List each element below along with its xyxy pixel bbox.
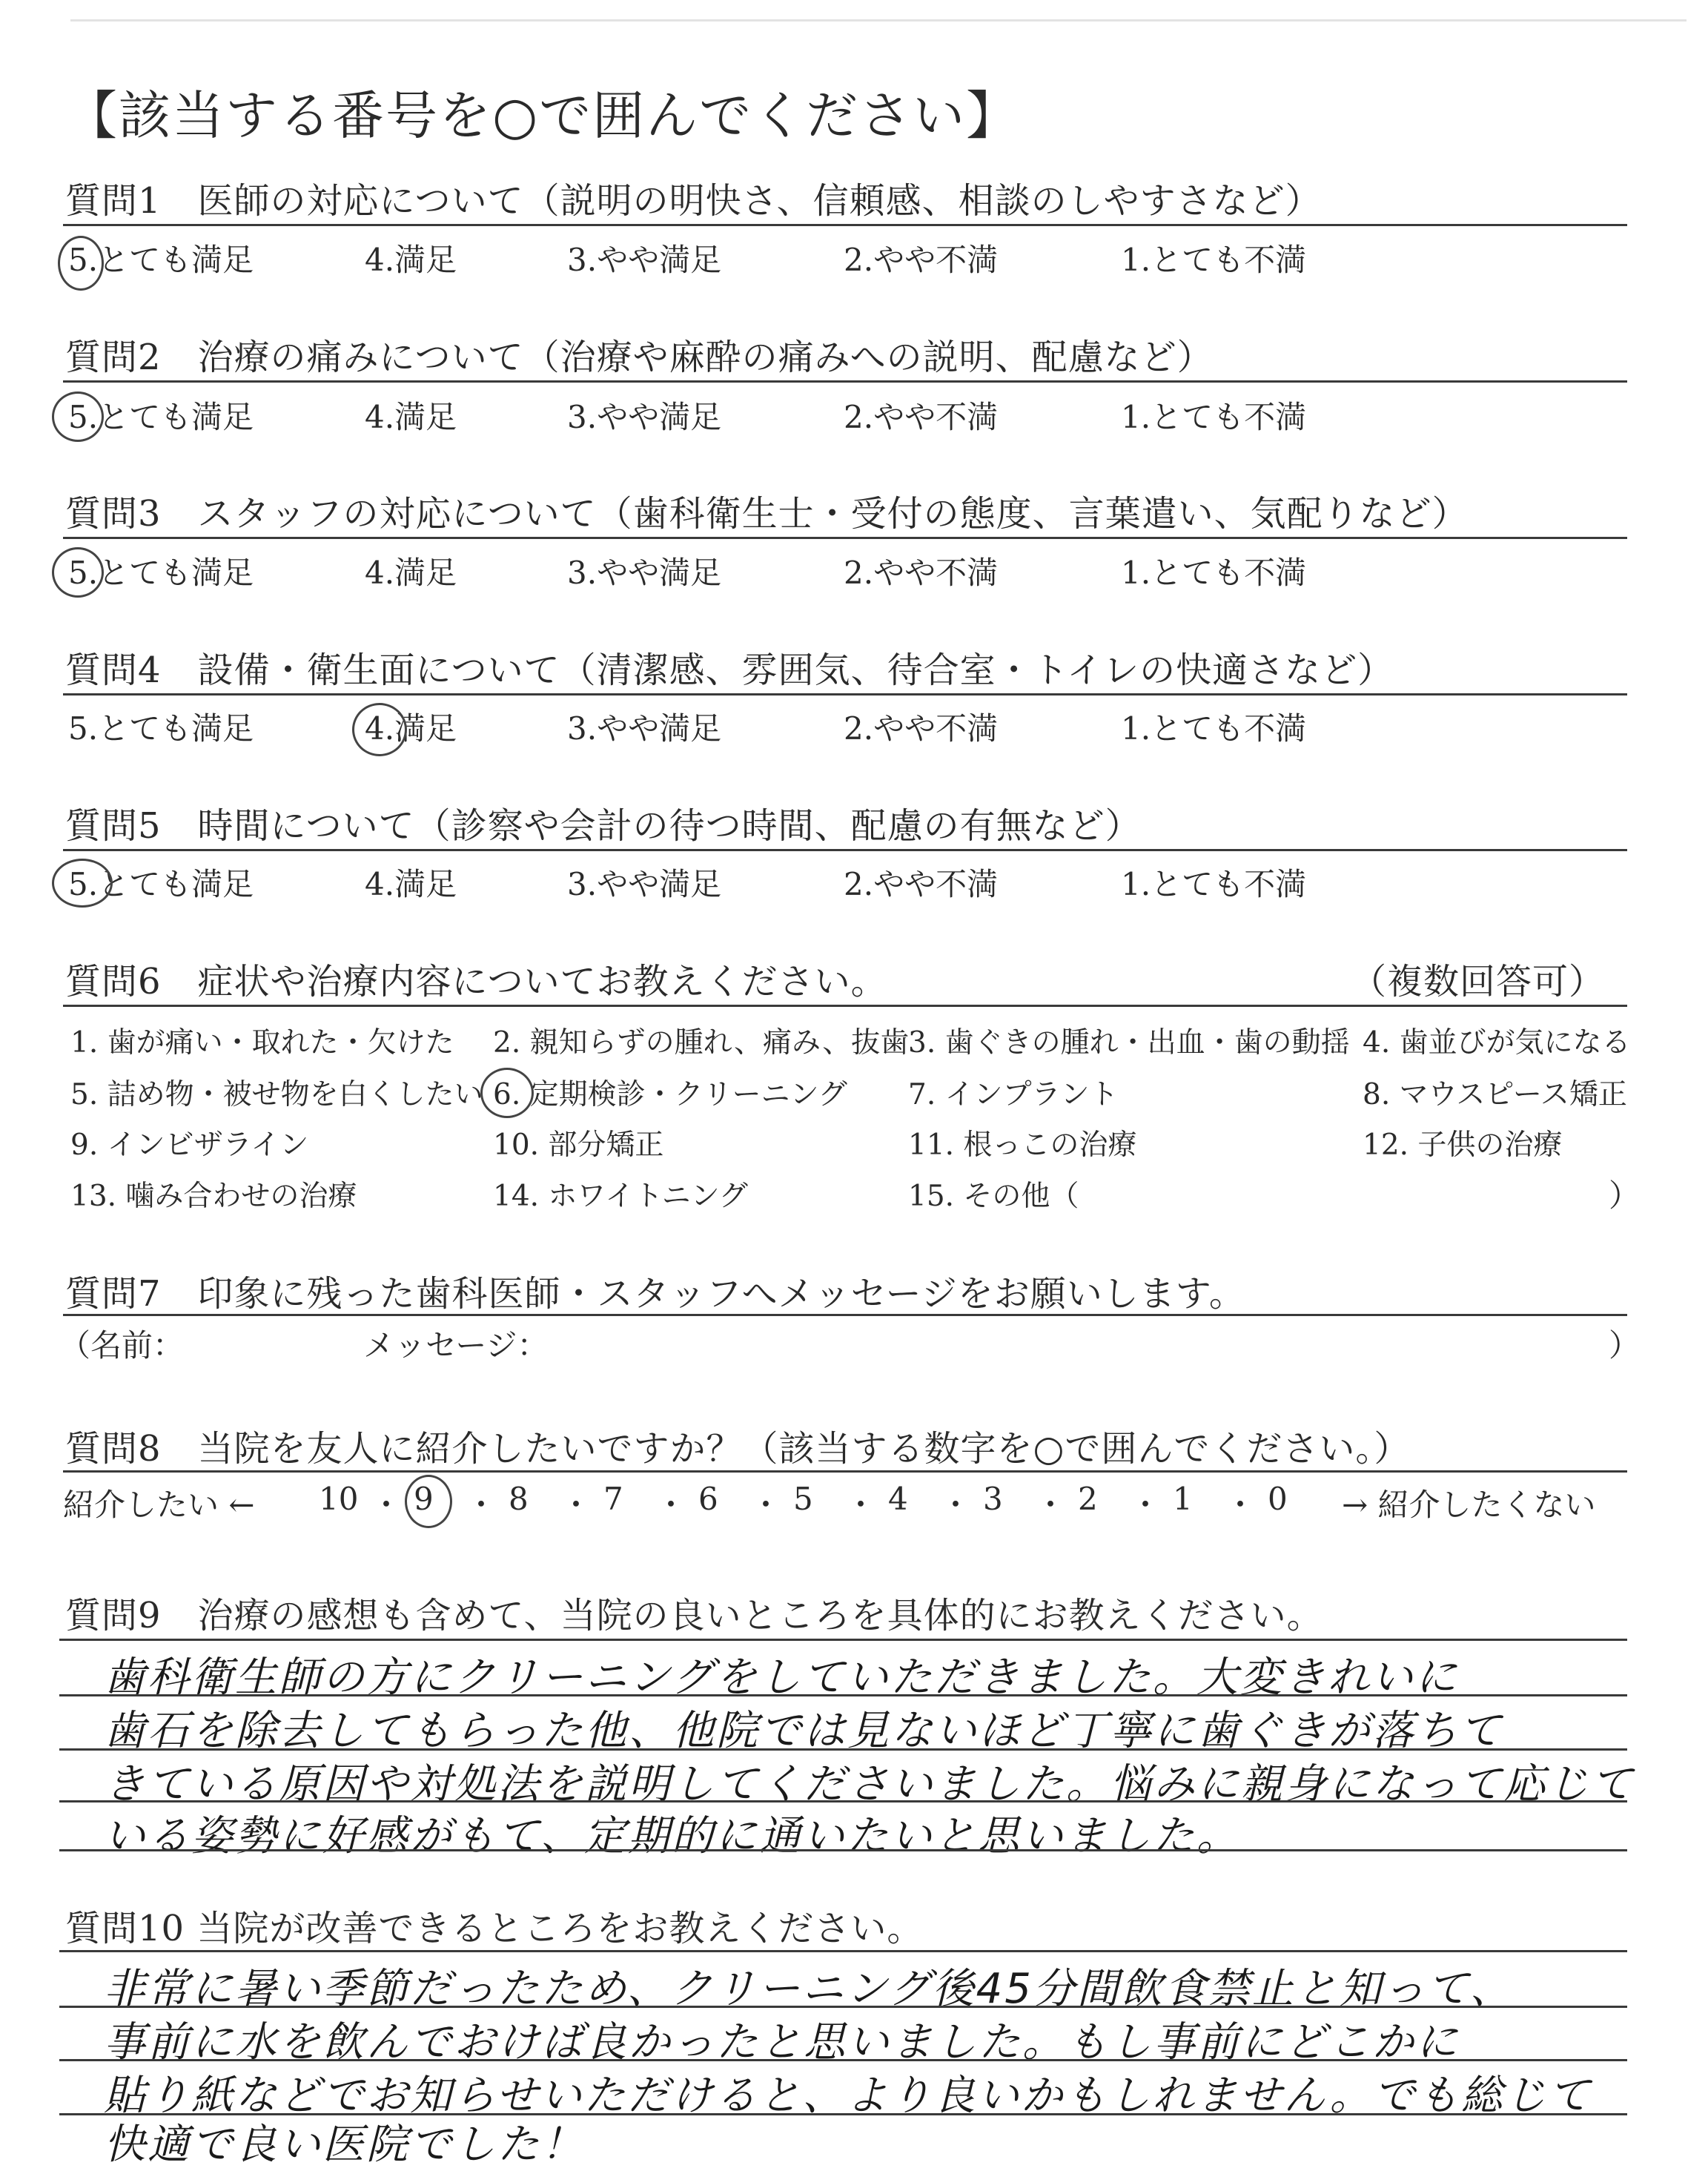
- q10-answer-line-4: 快適で良い医院でした！: [104, 2121, 585, 2169]
- q8-scale-separator: ・: [655, 1487, 687, 1523]
- q1-option-1[interactable]: 1.とても不満: [1121, 242, 1307, 278]
- q6-item-5[interactable]: 5. 詰め物・被せ物を白くしたい: [70, 1078, 483, 1111]
- q3-selected-circle: [52, 547, 104, 598]
- q1-rule: [63, 224, 1627, 226]
- q9-answer-line-2: 歯石を除去してもらった他、他院では見ないほど丁寧に歯ぐきが落ちて: [104, 1707, 1503, 1755]
- page-heading: 【該当する番号を○で囲んでください】: [65, 85, 1020, 146]
- q6-item-10[interactable]: 10. 部分矯正: [493, 1129, 664, 1162]
- q1-option-4[interactable]: 4.満足: [365, 242, 457, 278]
- q9-answer-line-4: いる姿勢に好感がもて、定期的に通いたいと思いました。: [104, 1812, 1240, 1860]
- q6-item-2[interactable]: 2. 親知らずの腫れ、痛み、抜歯: [493, 1026, 910, 1060]
- q1-option-5[interactable]: 5.とても満足: [68, 242, 254, 278]
- q4-option-4[interactable]: 4.満足: [365, 710, 457, 747]
- q1-selected-circle: [58, 236, 104, 291]
- q9-rule-2: [59, 1694, 1627, 1696]
- q8-scale-0[interactable]: 0: [1268, 1481, 1288, 1517]
- q8-scale-1[interactable]: 1: [1173, 1481, 1193, 1517]
- q8-scale-3[interactable]: 3: [983, 1481, 1003, 1517]
- q3-option-3[interactable]: 3.やや満足: [567, 555, 722, 591]
- q6-item-7[interactable]: 7. インプラント: [908, 1078, 1119, 1111]
- q6-item-1[interactable]: 1. 歯が痛い・取れた・欠けた: [70, 1026, 454, 1060]
- q2-option-3[interactable]: 3.やや満足: [567, 399, 722, 435]
- q2-option-1[interactable]: 1.とても不満: [1121, 399, 1307, 435]
- q8-scale-separator: ・: [940, 1487, 972, 1523]
- q5-option-5[interactable]: 5.とても満足: [68, 866, 254, 902]
- q10-title: 質問10 当院が改善できるところをお教えください。: [65, 1908, 924, 1949]
- q2-option-2[interactable]: 2.やや不満: [844, 399, 999, 435]
- q6-item-14[interactable]: 14. ホワイトニング: [493, 1180, 748, 1213]
- q8-right-label: → 紹介したくない: [1342, 1487, 1596, 1523]
- q8-scale-5[interactable]: 5: [793, 1481, 813, 1517]
- q6-item-11[interactable]: 11. 根っこの治療: [908, 1129, 1137, 1162]
- q8-title: 質問8 当院を友人に紹介したいですか？（該当する数字を○で囲んでください。）: [65, 1428, 1411, 1470]
- q2-rule: [63, 380, 1627, 383]
- q7-title: 質問7 印象に残った歯科医師・スタッフへメッセージをお願いします。: [65, 1273, 1245, 1315]
- q10-rule-3: [59, 2059, 1627, 2061]
- q7-name-label: （名前：: [59, 1327, 185, 1364]
- q8-scale-8[interactable]: 8: [509, 1481, 529, 1517]
- q4-option-5[interactable]: 5.とても満足: [68, 710, 254, 747]
- q1-option-3[interactable]: 3.やや満足: [567, 242, 722, 278]
- q7-close-paren: ）: [1609, 1327, 1641, 1364]
- q3-option-2[interactable]: 2.やや不満: [844, 555, 999, 591]
- q8-scale-4[interactable]: 4: [888, 1481, 908, 1517]
- q8-scale-separator: ・: [560, 1487, 592, 1523]
- q4-option-3[interactable]: 3.やや満足: [567, 710, 722, 747]
- q3-option-5[interactable]: 5.とても満足: [68, 555, 254, 591]
- q8-scale-separator: ・: [1035, 1487, 1067, 1523]
- top-border: [70, 19, 1687, 22]
- q5-option-4[interactable]: 4.満足: [365, 866, 457, 902]
- q6-other-close-paren: ）: [1609, 1177, 1641, 1214]
- q10-rule-2: [59, 2006, 1627, 2008]
- q9-answer-line-3: きている原因や対処法を説明してくださいました。悩みに親身になって応じて: [104, 1760, 1635, 1808]
- q3-option-1[interactable]: 1.とても不満: [1121, 555, 1307, 591]
- q8-scale-separator: ・: [466, 1487, 497, 1523]
- q10-rule-1: [59, 1950, 1627, 1952]
- q8-left-label: 紹介したい ←: [63, 1487, 255, 1523]
- q5-option-1[interactable]: 1.とても不満: [1121, 866, 1307, 902]
- q8-scale-9[interactable]: 9: [414, 1481, 434, 1517]
- q5-title: 質問5 時間について（診察や会計の待つ時間、配慮の有無など）: [65, 805, 1142, 847]
- q3-rule: [63, 537, 1627, 539]
- q7-rule: [63, 1314, 1627, 1316]
- q1-option-2[interactable]: 2.やや不満: [844, 242, 999, 278]
- q6-item-9[interactable]: 9. インビザライン: [70, 1129, 309, 1162]
- q6-item-3[interactable]: 3. 歯ぐきの腫れ・出血・歯の動揺: [908, 1026, 1350, 1060]
- q4-option-1[interactable]: 1.とても不満: [1121, 710, 1307, 747]
- q2-option-4[interactable]: 4.満足: [365, 399, 457, 435]
- q6-item-6[interactable]: 6. 定期検診・クリーニング: [493, 1078, 847, 1111]
- q6-rule: [63, 1005, 1627, 1007]
- q8-scale-10[interactable]: 10: [319, 1481, 359, 1517]
- q2-selected-circle: [52, 391, 104, 442]
- q10-answer-line-1: 非常に暑い季節だったため、クリーニング後45分間飲食禁止と知って、: [104, 1965, 1514, 2013]
- q8-selected-circle: [405, 1475, 452, 1528]
- q4-rule: [63, 693, 1627, 695]
- q6-item-15[interactable]: 15. その他（: [908, 1180, 1079, 1213]
- q6-title: 質問6 症状や治療内容についてお教えください。: [65, 961, 887, 1002]
- q5-option-2[interactable]: 2.やや不満: [844, 866, 999, 902]
- q6-selected-circle: [480, 1068, 534, 1118]
- q6-multiple-note: （複数回答可）: [1351, 961, 1606, 1002]
- q2-option-5[interactable]: 5.とても満足: [68, 399, 254, 435]
- q9-rule-3: [59, 1748, 1627, 1751]
- q8-scale-2[interactable]: 2: [1078, 1481, 1098, 1517]
- q5-rule: [63, 849, 1627, 851]
- q10-answer-line-3: 貼り紙などでお知らせいただけると、より良いかもしれません。でも総じて: [104, 2072, 1592, 2120]
- q8-rule: [63, 1470, 1627, 1473]
- q4-option-2[interactable]: 2.やや不満: [844, 710, 999, 747]
- q2-title: 質問2 治療の痛みについて（治療や麻酔の痛みへの説明、配慮など）: [65, 337, 1214, 378]
- q3-title: 質問3 スタッフの対応について（歯科衛生士・受付の態度、言葉遣い、気配りなど）: [65, 493, 1469, 535]
- q8-scale-separator: ・: [750, 1487, 782, 1523]
- q4-selected-circle: [352, 703, 407, 756]
- q9-answer-line-1: 歯科衛生師の方にクリーニングをしていただきました。大変きれいに: [104, 1653, 1459, 1702]
- q7-message-label: メッセージ：: [363, 1327, 549, 1364]
- q6-item-8[interactable]: 8. マウスピース矯正: [1363, 1078, 1627, 1111]
- q8-scale-7[interactable]: 7: [603, 1481, 623, 1517]
- q5-option-3[interactable]: 3.やや満足: [567, 866, 722, 902]
- q10-answer-line-2: 事前に水を飲んでおけば良かったと思いました。もし事前にどこかに: [104, 2018, 1460, 2066]
- q6-item-13[interactable]: 13. 噛み合わせの治療: [70, 1180, 357, 1213]
- q8-scale-6[interactable]: 6: [698, 1481, 718, 1517]
- q9-rule-5: [59, 1849, 1627, 1851]
- q8-scale-separator: ・: [1225, 1487, 1257, 1523]
- q1-title: 質問1 医師の対応について（説明の明快さ、信頼感、相談のしやすさなど）: [65, 180, 1322, 222]
- q3-option-4[interactable]: 4.満足: [365, 555, 457, 591]
- q8-scale-separator: ・: [371, 1487, 403, 1523]
- q4-title: 質問4 設備・衛生面について（清潔感、雰囲気、待合室・トイレの快適さなど）: [65, 650, 1394, 691]
- q5-selected-circle: [52, 859, 113, 908]
- q6-item-4[interactable]: 4. 歯並びが気になる: [1363, 1026, 1631, 1060]
- q8-scale-separator: ・: [1130, 1487, 1162, 1523]
- q9-title: 質問9 治療の感想も含めて、当院の良いところを具体的にお教えください。: [65, 1595, 1323, 1636]
- q9-rule-4: [59, 1800, 1627, 1802]
- q6-item-12[interactable]: 12. 子供の治療: [1363, 1129, 1563, 1162]
- q9-rule-1: [59, 1639, 1627, 1641]
- q8-scale-separator: ・: [845, 1487, 877, 1523]
